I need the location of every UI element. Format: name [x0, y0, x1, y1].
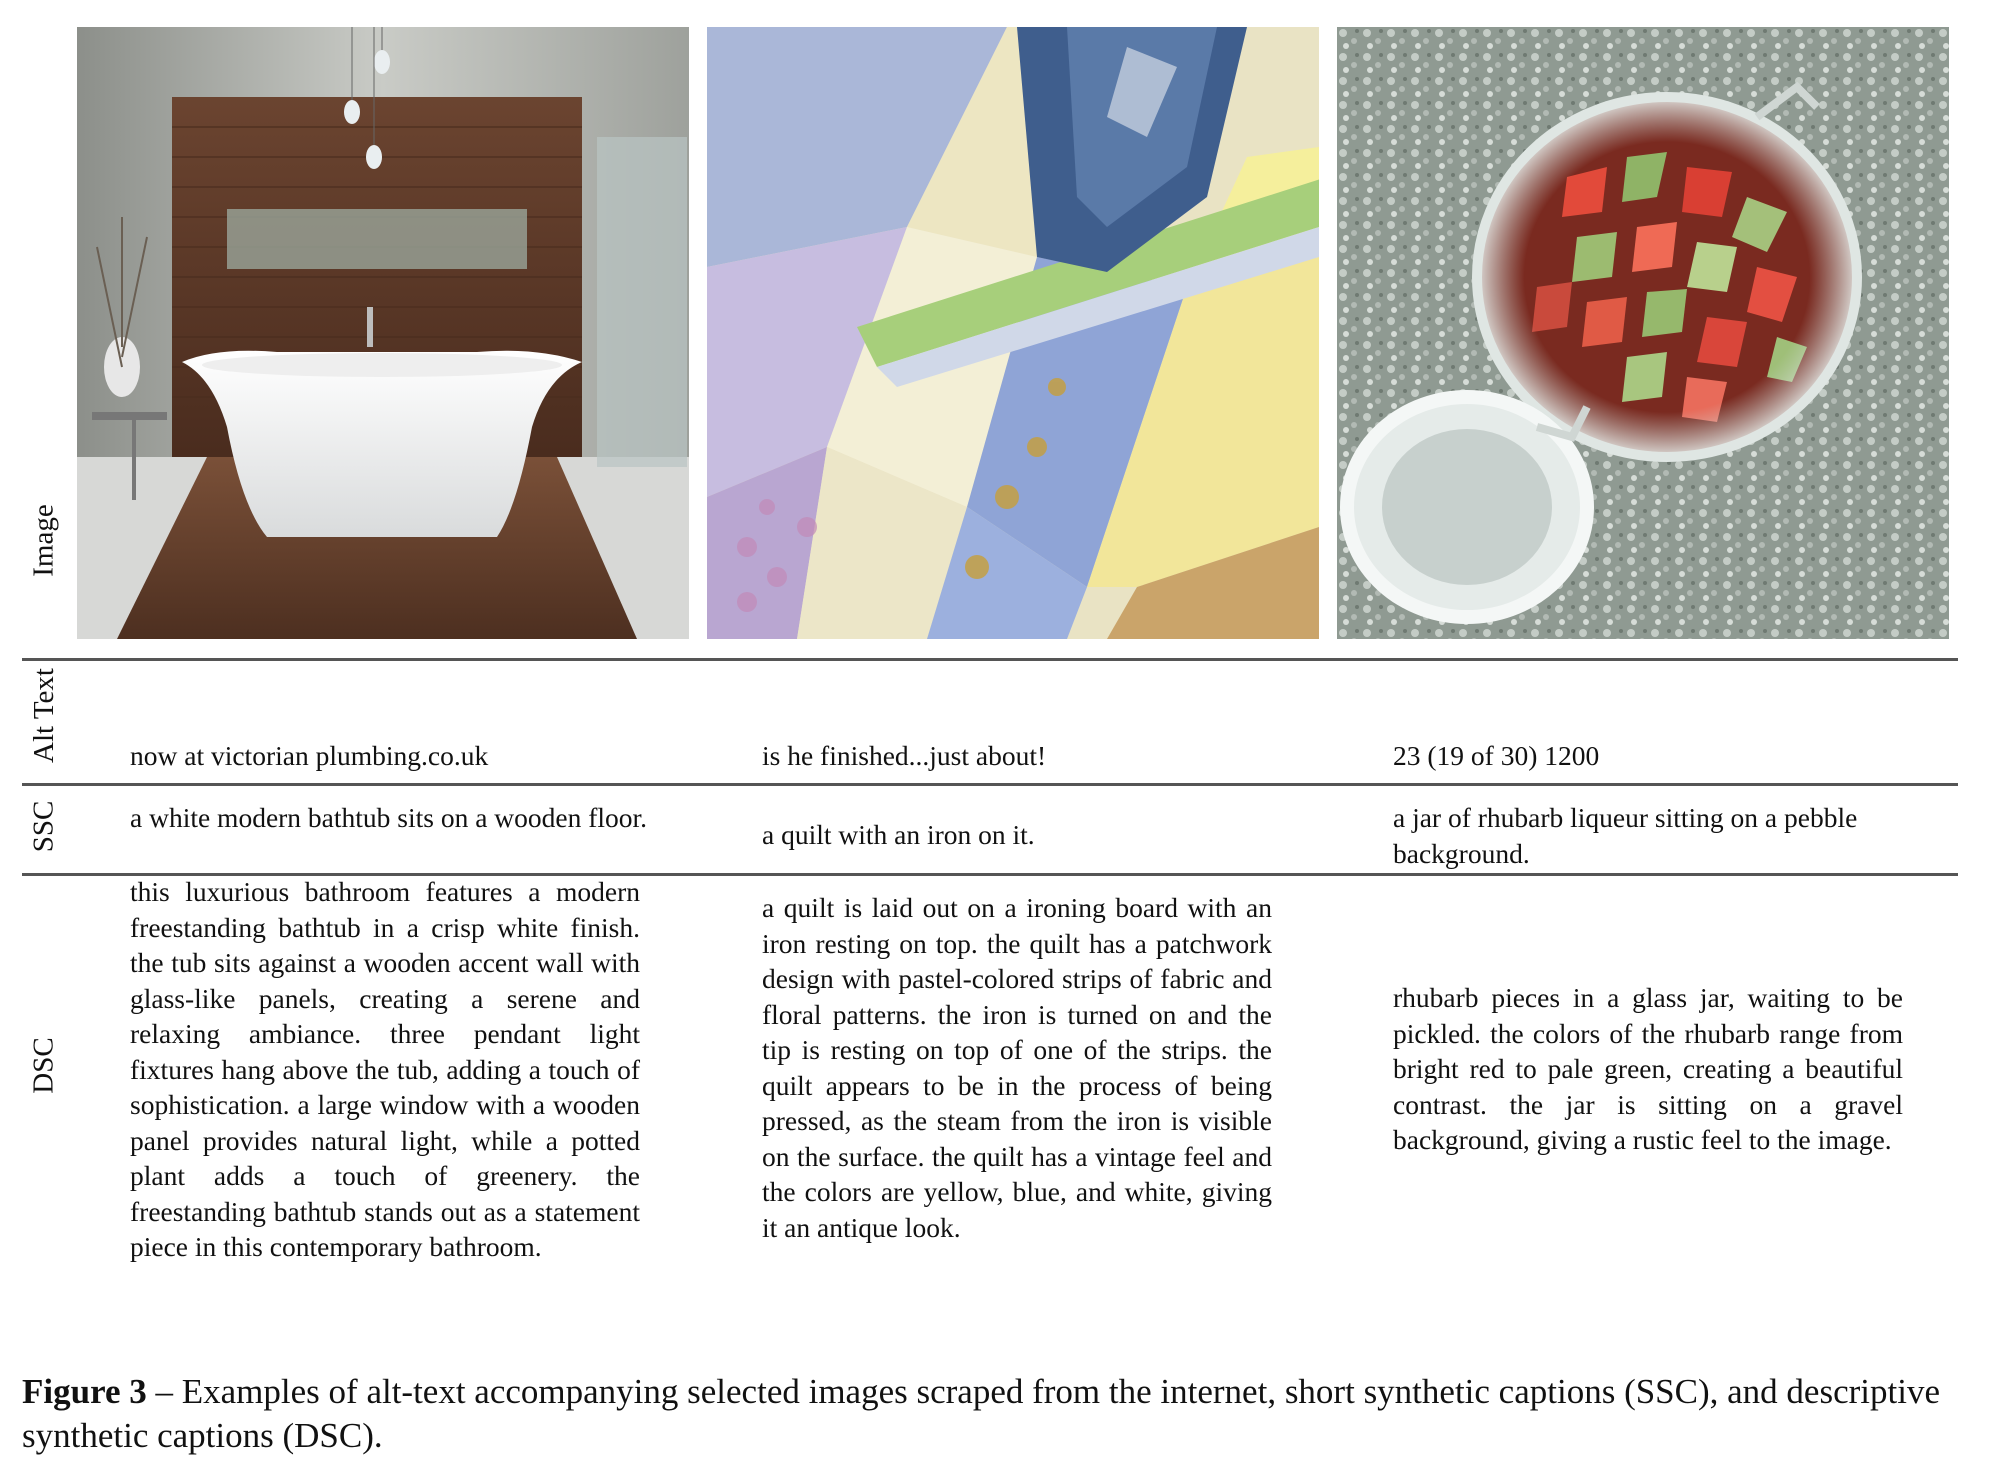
row-label-dsc — [24, 1020, 64, 1110]
ssc-cell: a white modern bathtub sits on a wooden floor. — [130, 802, 648, 833]
ssc-cell: a jar of rhubarb liqueur sitting on a pebble background. — [1393, 802, 1858, 869]
dsc-cell: rhubarb pieces in a glass jar, waiting to be pickled. the colors of the rhubarb range from bright red to pale green, creating a beautiful contrast. the jar is sitting on a gravel background, giving a rustic feel to the image. — [1393, 982, 1903, 1155]
dsc-cell: this luxurious bathroom features a modern freestanding bathtub in a crisp white finish. the tub sits against a wooden accent wall with glass-like panels, creating a serene and relaxing ambiance. three pendant light fixtures hang above the tub, adding a touch of sophistication. a large window with a wooden panel provides natural light, while a potted plant adds a touch of greenery. the freestanding bathtub stands out as a statement piece in this contemporary bathroom. — [130, 876, 640, 1262]
alt-text-cell: is he finished...just about! — [762, 740, 1047, 771]
figure-caption-separator: – — [146, 1372, 182, 1411]
row-label-alt-text-text: Alt Text — [27, 667, 60, 763]
figure-caption-label: Figure 3 — [22, 1372, 147, 1411]
alt-text-cell: now at victorian plumbing.co.uk — [130, 740, 489, 771]
table-rule-alt-ssc — [22, 783, 1958, 786]
dsc-cell: a quilt is laid out on a ironing board with an iron resting on top. the quilt has a patchwork design with pastel-colored strips of fabric and floral patterns. the iron is turned on and the tip is resting on top of one of the strips. the quilt appears to be in the process of being pressed, as the steam from the iron is visible on the surface. the quilt has a vintage feel and the colors are yellow, blue, and white, giving it an antique look. — [762, 892, 1272, 1243]
bathroom-photo — [77, 27, 689, 639]
row-label-image — [24, 470, 64, 610]
quilt-iron-photo — [707, 27, 1319, 639]
row-label-ssc — [24, 786, 64, 866]
alt-text-cell: 23 (19 of 30) 1200 — [1393, 740, 1600, 771]
row-label-alt-text — [24, 660, 64, 770]
ssc-cell: a quilt with an iron on it. — [762, 819, 1035, 850]
row-label-image-text: Image — [27, 503, 60, 577]
figure-caption — [22, 1370, 1962, 1458]
row-label-dsc-text: DSC — [27, 1036, 60, 1094]
rhubarb-jar-photo — [1337, 27, 1949, 639]
table-rule-top — [22, 658, 1958, 661]
row-label-ssc-text: SSC — [27, 800, 60, 852]
figure-caption-text: Examples of alt-text accompanying selected images scraped from the internet, short synthetic captions (SSC), and descriptive synthetic captions (DSC). — [22, 1372, 1940, 1455]
